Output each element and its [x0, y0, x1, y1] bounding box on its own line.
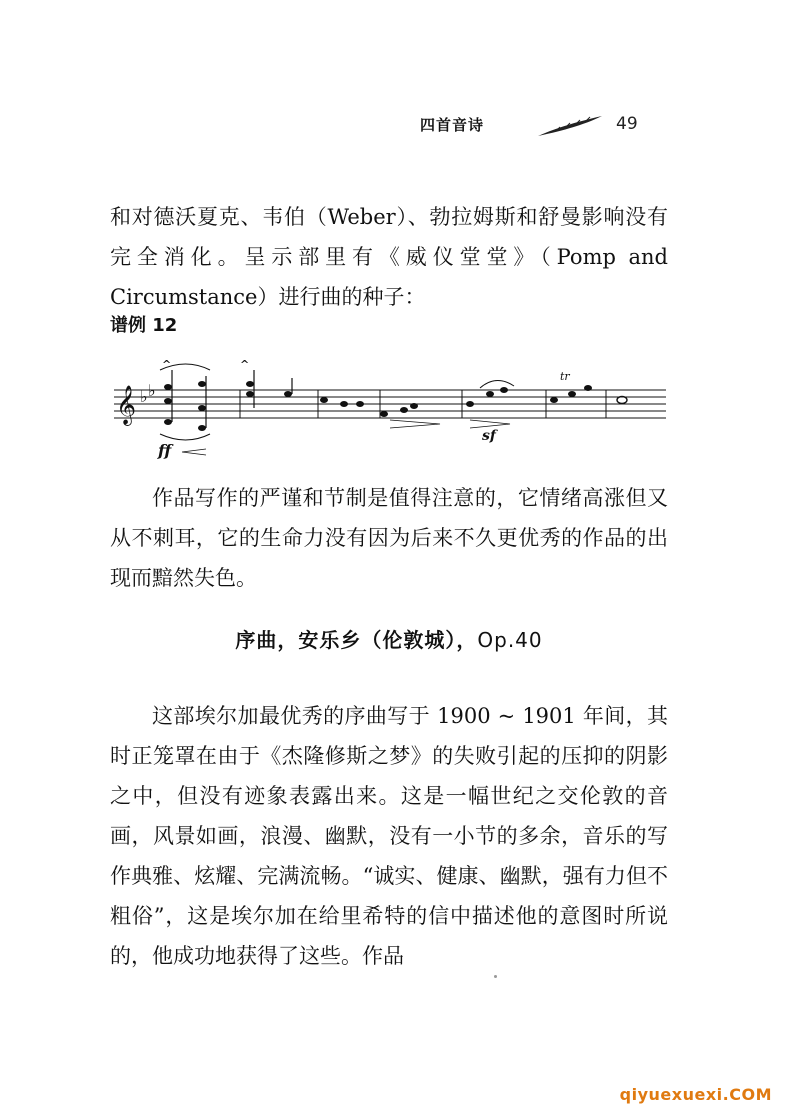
section-title-main: 序曲，安乐乡（伦敦城），	[235, 628, 478, 652]
paragraph-1	[110, 197, 668, 317]
svg-text:𝄞: 𝄞	[116, 385, 137, 425]
running-header	[420, 112, 680, 140]
speck-mark	[494, 975, 497, 978]
paragraph-3-text: 这部埃尔加最优秀的序曲写于 1900 ~ 1901 年间，其时正笼罩在由于《杰隆修斯之梦》的失败引起的压抑的阴影之中，但没有迹象表露出来。这是一幅世纪之交伦敦的音画，风景如画，浪漫、幽默，没有一小节的多余，音乐的写作典雅、炫耀、完满流畅。“诚实、健康、幽默，强有力但不粗俗”，这是埃尔加在给里希特的信中描述他的意图时所说的，他成功地获得了这些。作品	[110, 704, 668, 968]
quill-ornament-icon	[536, 114, 606, 138]
page-number: 49	[616, 114, 638, 134]
paragraph-1-text: 和对德沃夏克、韦伯（Weber）、勃拉姆斯和舒曼影响没有完全消化。呈示部里有《威仪堂堂》（Pomp and Circumstance）进行曲的种子：	[110, 205, 668, 309]
svg-text:^: ^	[162, 358, 172, 371]
paragraph-2	[110, 478, 668, 598]
section-title	[110, 624, 668, 653]
dynamic-sf: sf	[482, 428, 496, 444]
svg-text:♭: ♭	[140, 387, 148, 406]
site-watermark: qiyuexuexi.COM	[619, 1085, 772, 1104]
trill-mark: tr	[560, 370, 570, 383]
svg-text:^: ^	[240, 358, 250, 371]
paragraph-2-text: 作品写作的严谨和节制是值得注意的，它情绪高涨但又从不刺耳，它的生命力没有因为后来不久更优秀的作品的出现而黯然失色。	[110, 486, 668, 590]
example-label: 谱例 12	[110, 315, 178, 336]
section-title-opus: Op.40	[477, 628, 543, 652]
music-score-excerpt	[110, 356, 670, 468]
svg-text:♭: ♭	[148, 381, 156, 400]
paragraph-3	[110, 696, 668, 976]
running-title: 四首音诗	[420, 116, 485, 134]
dynamic-ff: ff	[158, 441, 172, 460]
